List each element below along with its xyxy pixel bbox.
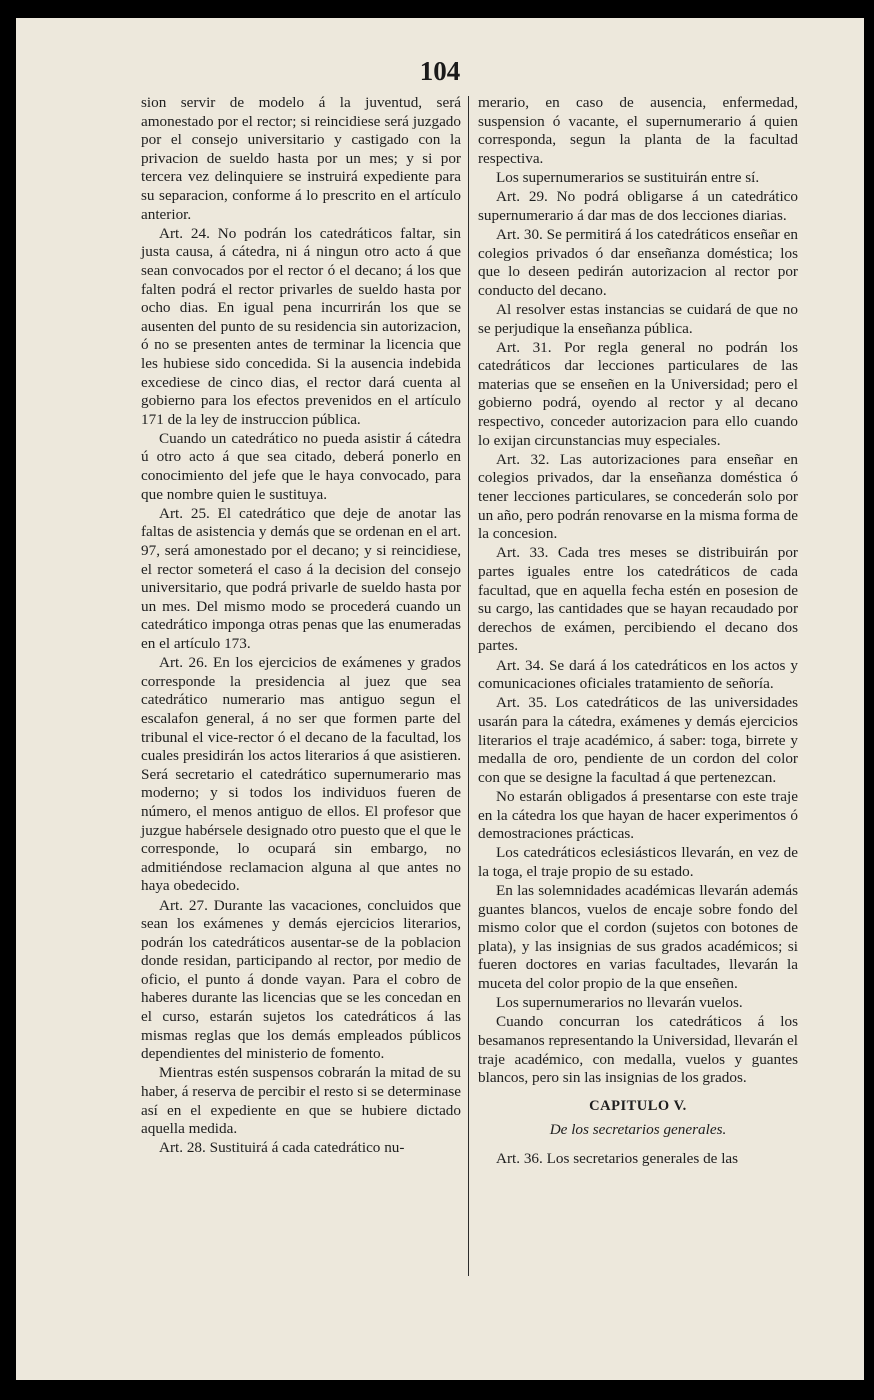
page-number: 104 — [419, 56, 461, 86]
paragraph: Art. 33. Cada tres meses se distribuirán por partes iguales entre los catedráticos de cada facultad, que en aquella fecha estén en posesion de su cargo, las cantidades que se hayan recaudado por derechos de exámen, percibiendo el decano dos partes. — [478, 544, 798, 655]
paragraph: Los supernumerarios no llevarán vuelos. — [496, 994, 743, 1012]
paragraph: Art. 28. Sustituirá á cada catedrático nu- — [159, 1139, 405, 1157]
paragraph: sion servir de modelo á la juventud, será amonestado por el rector; si reincidiese será juzgado por el consejo universitario y castigado con la privacion de sueldo hasta por un mes; y si por tercera vez delinquiere se instruirá expediente para su separacion, conforme á lo prescrito en el artículo anterior. — [141, 94, 461, 223]
paragraph: Art. 30. Se permitirá á los catedráticos enseñar en colegios privados ó dar enseñanza doméstica; los que lo deseen pedirán autorizacion al rector por conducto del decano. — [478, 225, 798, 299]
right-column — [478, 94, 798, 1169]
chapter-subheading: De los secretarios generales. — [549, 1121, 727, 1139]
paragraph: Art. 35. Los catedráticos de las universidades usarán para la cátedra, exámenes y demás ejercicios literarios el traje académico, á saber: toga, birrete y medalla de oro, pendiente de un cordon del color con que se designe la facultad á que pertenezcan. — [478, 694, 798, 786]
paragraph: Art. 25. El catedrático que deje de anotar las faltas de asistencia y demás que se ordenan en el art. 97, será amonestado por el decano; y si reincidiese, el rector someterá el caso á la decision del consejo universitario, que podrá privarle de sueldo hasta por un mes. Del mismo modo se procederá cuando un catedrático imponga otras penas que las enumeradas en el artículo 173. — [141, 504, 461, 652]
paragraph: Al resolver estas instancias se cuidará de que no se perjudique la enseñanza pública. — [478, 300, 798, 337]
column-divider — [468, 96, 469, 1276]
paragraph: Art. 31. Por regla general no podrán los catedráticos dar lecciones particulares de las materias que se enseñen en la Universidad; pero el gobierno podrá, oyendo al rector y al decano respectivo, conceder autorizacion para ello cuando lo exijan circunstancias muy especiales. — [478, 338, 798, 449]
paragraph: Los catedráticos eclesiásticos llevarán, en vez de la toga, el traje propio de su estado. — [478, 844, 798, 880]
chapter-heading: CAPITULO V. — [589, 1097, 687, 1114]
paragraph: Cuando concurran los catedráticos á los besamanos representando la Universidad, llevarán el traje académico, con medalla, vuelos y guantes blancos, pero sin las insignias de los grados. — [478, 1013, 798, 1087]
paragraph: Cuando un catedrático no pueda asistir á cátedra ú otro acto á que sea citado, deberá ponerlo en conocimiento del jefe que le haya convocado, para que nombre quien le sustituya. — [141, 429, 461, 503]
paragraph: En las solemnidades académicas llevarán además guantes blancos, vuelos de encaje sobre fondo del mismo color que el cordon (sujetos con botones de plata), y las insignias de sus grados académicos; si fueren doctores en varias facultades, llevarán la muceta del color propio de la que enseñen. — [478, 882, 798, 993]
paragraph: Art. 27. Durante las vacaciones, concluidos que sean los exámenes y demás ejercicios literarios, podrán los catedráticos ausentar-se de la poblacion donde residan, participando al rector, por medio de oficio, el punto á donde vayan. Para el cobro de haberes durante las licencias que se les concedan en el curso, estarán sujetos los catedráticos á las mismas reglas que los demás empleados públicos dependientes del ministerio de fomento. — [141, 896, 461, 1063]
paragraph: No estarán obligados á presentarse con este traje en la cátedra los que hayan de hacer experimentos ó demostraciones prácticas. — [478, 787, 798, 843]
left-column — [141, 94, 461, 1159]
paragraph: Art. 24. No podrán los catedráticos faltar, sin justa causa, á cátedra, ni á ningun otro acto á que sean convocados por el rector ó el decano; á los que falten podrá el rector privarles de sueldo hasta por ocho dias. En igual pena incurrirán los que se ausenten del punto de su residencia sin autorizacion, ó no se presenten antes de terminar la licencia que les hubiese sido concedida. Si la ausencia indebida excediese de cinco dias, el rector dará cuenta al gobierno para los efectos prevenidos en el artículo 171 de la ley de instruccion pública. — [141, 224, 461, 428]
paragraph: Mientras estén suspensos cobrarán la mitad de su haber, á reserva de percibir el resto si se determinase así en el expediente en que se hubiere dictado aquella medida. — [141, 1064, 461, 1138]
paragraph: Art. 29. No podrá obligarse á un catedrático supernumerario á dar mas de dos lecciones diarias. — [478, 188, 798, 224]
paragraph: Art. 26. En los ejercicios de exámenes y grados corresponde la presidencia al juez que sea catedrático numerario mas antiguo segun el escalafon general, á no ser que formen parte del tribunal el vice-rector ó el decano de la facultad, los cuales presidirán los actos literarios á que asistieren. Será secretario el catedrático supernumerario mas moderno; y si todos los individuos fueren de número, el menos antiguo de ellos. El profesor que juzgue habérsele designado otro puesto que el que le corresponde, lo ocupará sin embargo, no admitiéndose reclamacion alguna al que antes no haya obedecido. — [141, 654, 461, 895]
document-page — [16, 18, 864, 1380]
paragraph: Los supernumerarios se sustituirán entre sí. — [496, 168, 760, 186]
paragraph: merario, en caso de ausencia, enfermedad, suspension ó vacante, el supernumerario á quien corresponda, segun la planta de la facultad respectiva. — [478, 94, 798, 167]
paragraph: Art. 32. Las autorizaciones para enseñar en colegios privados, dar la enseñanza doméstica ó tener lecciones particulares, se concederán solo por un año, pero podrán renovarse en la misma forma de la concesion. — [478, 450, 798, 543]
paragraph: Art. 34. Se dará á los catedráticos en los actos y comunicaciones oficiales tratamiento de señoría. — [478, 656, 798, 693]
paragraph: Art. 36. Los secretarios generales de las — [496, 1149, 739, 1167]
